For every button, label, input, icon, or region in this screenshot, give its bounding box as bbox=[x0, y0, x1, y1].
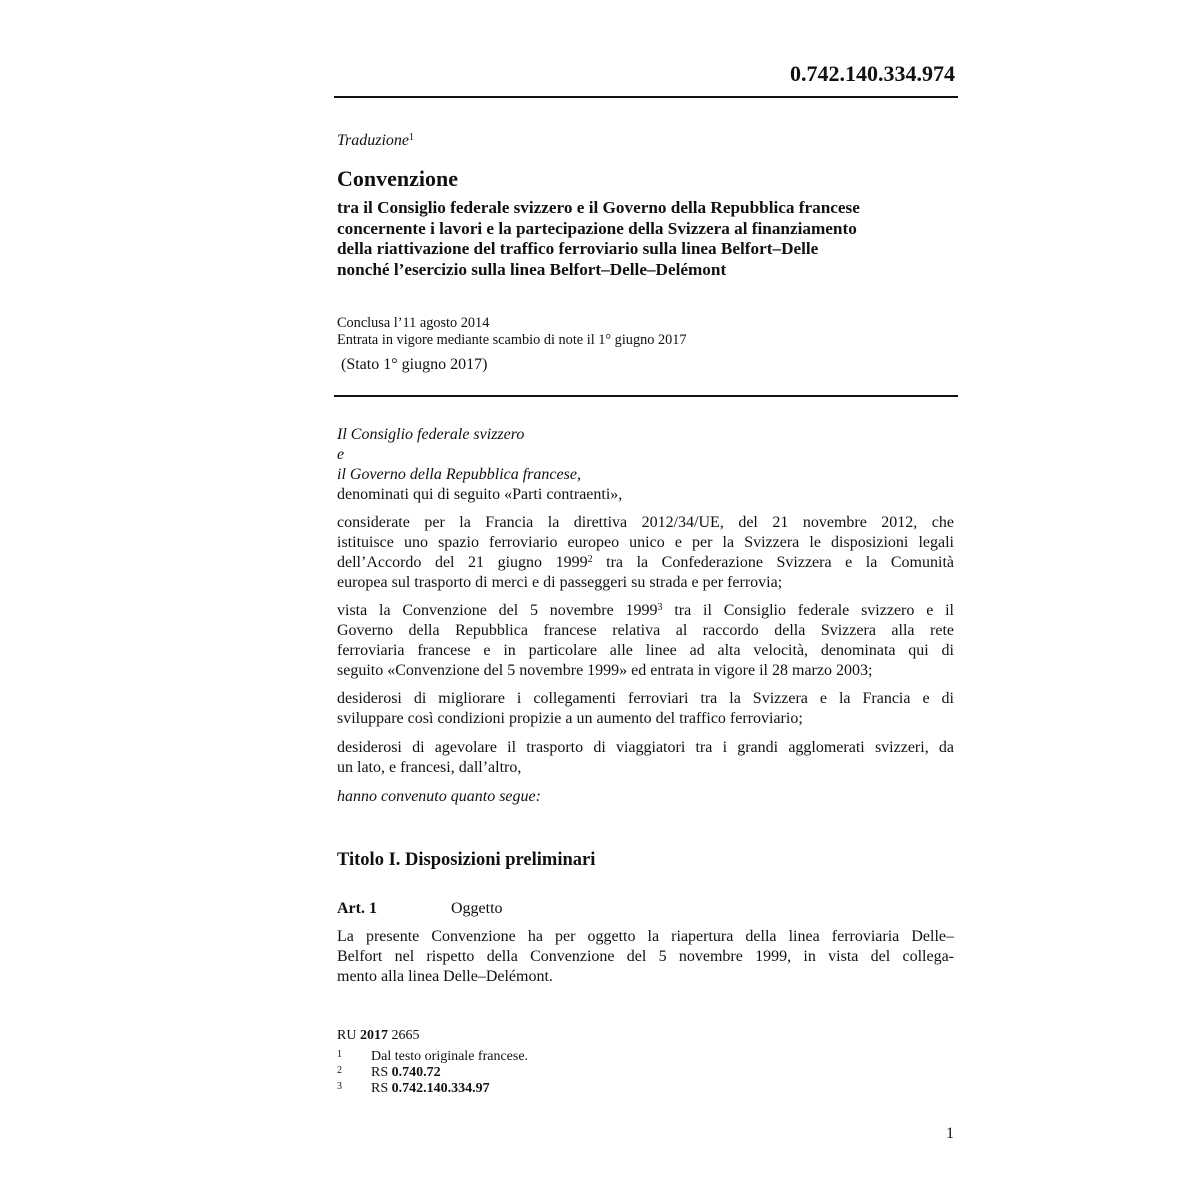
text-fragment: vista la Convenzione del 5 novembre 1999 bbox=[337, 602, 658, 619]
preamble-paragraph-1 bbox=[337, 513, 954, 593]
footnote-2 bbox=[337, 1063, 737, 1080]
footnote-3 bbox=[337, 1079, 737, 1096]
ref-page: 2665 bbox=[391, 1028, 420, 1043]
text-fragment: dell’Accordo del 21 giugno 1999 bbox=[337, 554, 588, 571]
footnote-link-rs[interactable]: 0.742.140.334.97 bbox=[391, 1081, 490, 1096]
text-line: ferroviaria francese e in particolare alle linee ad alta velocità, denominata qui di bbox=[337, 642, 954, 659]
text-line: istituisce uno spazio ferroviario europeo unico e per la Svizzera le disposizioni legali bbox=[337, 534, 954, 551]
footnote-number: 2 bbox=[337, 1065, 342, 1076]
text-line: La presente Convenzione ha per oggetto la riapertura della linea ferroviaria Delle– bbox=[337, 928, 954, 945]
text-line bbox=[337, 553, 954, 573]
footnote-number: 1 bbox=[337, 1049, 342, 1060]
preamble-parties bbox=[337, 425, 954, 505]
front-rule bbox=[334, 395, 958, 397]
party-france: il Governo della Repubblica francese, bbox=[337, 466, 581, 483]
ref-prefix: RU bbox=[337, 1028, 357, 1043]
text-line: Governo della Repubblica francese relativa al raccordo della Svizzera alla rete bbox=[337, 622, 954, 639]
ref-year: 2017 bbox=[359, 1028, 388, 1043]
footnote-ref-2[interactable]: 2 bbox=[587, 554, 593, 565]
official-compilation-ref bbox=[337, 1027, 419, 1044]
article-number: Art. 1 bbox=[337, 900, 377, 917]
footnote-1 bbox=[337, 1047, 737, 1064]
party-switzerland: Il Consiglio federale svizzero bbox=[337, 426, 525, 443]
preamble-closing: hanno convenuto quanto segue: bbox=[337, 788, 541, 805]
document-subtitle bbox=[337, 198, 962, 280]
entry-in-force: Entrata in vigore mediante scambio di note il 1° giugno 2017 bbox=[337, 332, 687, 348]
footnote-ref-1[interactable]: 1 bbox=[409, 132, 415, 143]
subtitle-line: concernente i lavori e la partecipazione della Svizzera al finanziamento bbox=[337, 218, 857, 238]
text-line bbox=[337, 601, 954, 621]
translation-label-text: Traduzione bbox=[337, 132, 410, 149]
footnote-text: RS bbox=[371, 1065, 392, 1080]
preamble-paragraph-3 bbox=[337, 689, 954, 729]
footnote-number: 3 bbox=[337, 1081, 342, 1092]
footnote-text: RS bbox=[371, 1081, 392, 1096]
text-line: sviluppare così condizioni propizie a un aumento del traffico ferroviario; bbox=[337, 710, 803, 727]
page-number: 1 bbox=[946, 1125, 954, 1142]
article-title: Oggetto bbox=[451, 900, 503, 917]
article-1-text bbox=[337, 927, 954, 987]
text-line: mento alla linea Delle–Delémont. bbox=[337, 968, 553, 985]
text-line: un lato, e francesi, dall’altro, bbox=[337, 759, 522, 776]
subtitle-line: nonché l’esercizio sulla linea Belfort–Delle–Delémont bbox=[337, 259, 727, 279]
party-conjunction: e bbox=[337, 446, 345, 463]
document-number: 0.742.140.334.974 bbox=[790, 61, 955, 86]
preamble-paragraph-2 bbox=[337, 601, 954, 681]
document-title: Convenzione bbox=[337, 166, 458, 191]
text-fragment: tra il Consiglio federale svizzero e il bbox=[662, 602, 954, 619]
text-line: seguito «Convenzione del 5 novembre 1999» ed entrata in vigore il 28 marzo 2003; bbox=[337, 662, 873, 679]
header-rule bbox=[334, 96, 958, 98]
footnote-text: Dal testo originale francese. bbox=[371, 1049, 529, 1064]
concluded-date: Conclusa l’11 agosto 2014 bbox=[337, 315, 490, 331]
text-fragment: tra la Confederazione Svizzera e la Comunità bbox=[592, 554, 954, 571]
subtitle-line: della riattivazione del traffico ferroviario sulla linea Belfort–Delle bbox=[337, 239, 819, 258]
footnote-link-rs[interactable]: 0.740.72 bbox=[391, 1065, 441, 1080]
section-heading: Titolo I. Disposizioni preliminari bbox=[337, 850, 596, 870]
footnote-ref-3[interactable]: 3 bbox=[657, 602, 663, 613]
text-line: Belfort nel rispetto della Convenzione del 5 novembre 1999, in vista del collega- bbox=[337, 948, 954, 965]
text-line: europea sul trasporto di merci e di passeggeri su strada e per ferrovia; bbox=[337, 574, 783, 591]
text-line: desiderosi di migliorare i collegamenti ferroviari tra la Svizzera e la Francia e di bbox=[337, 690, 954, 707]
subtitle-line: tra il Consiglio federale svizzero e il Governo della Repubblica francese bbox=[337, 198, 860, 217]
translation-label bbox=[337, 131, 414, 151]
parties-designation: denominati qui di seguito «Parti contraenti», bbox=[337, 486, 623, 503]
preamble-paragraph-4 bbox=[337, 738, 954, 778]
text-line: considerate per la Francia la direttiva 2012/34/UE, del 21 novembre 2012, che bbox=[337, 514, 954, 531]
text-line: desiderosi di agevolare il trasporto di viaggiatori tra i grandi agglomerati svizzeri, da bbox=[337, 739, 954, 756]
status-date: (Stato 1° giugno 2017) bbox=[341, 356, 488, 373]
